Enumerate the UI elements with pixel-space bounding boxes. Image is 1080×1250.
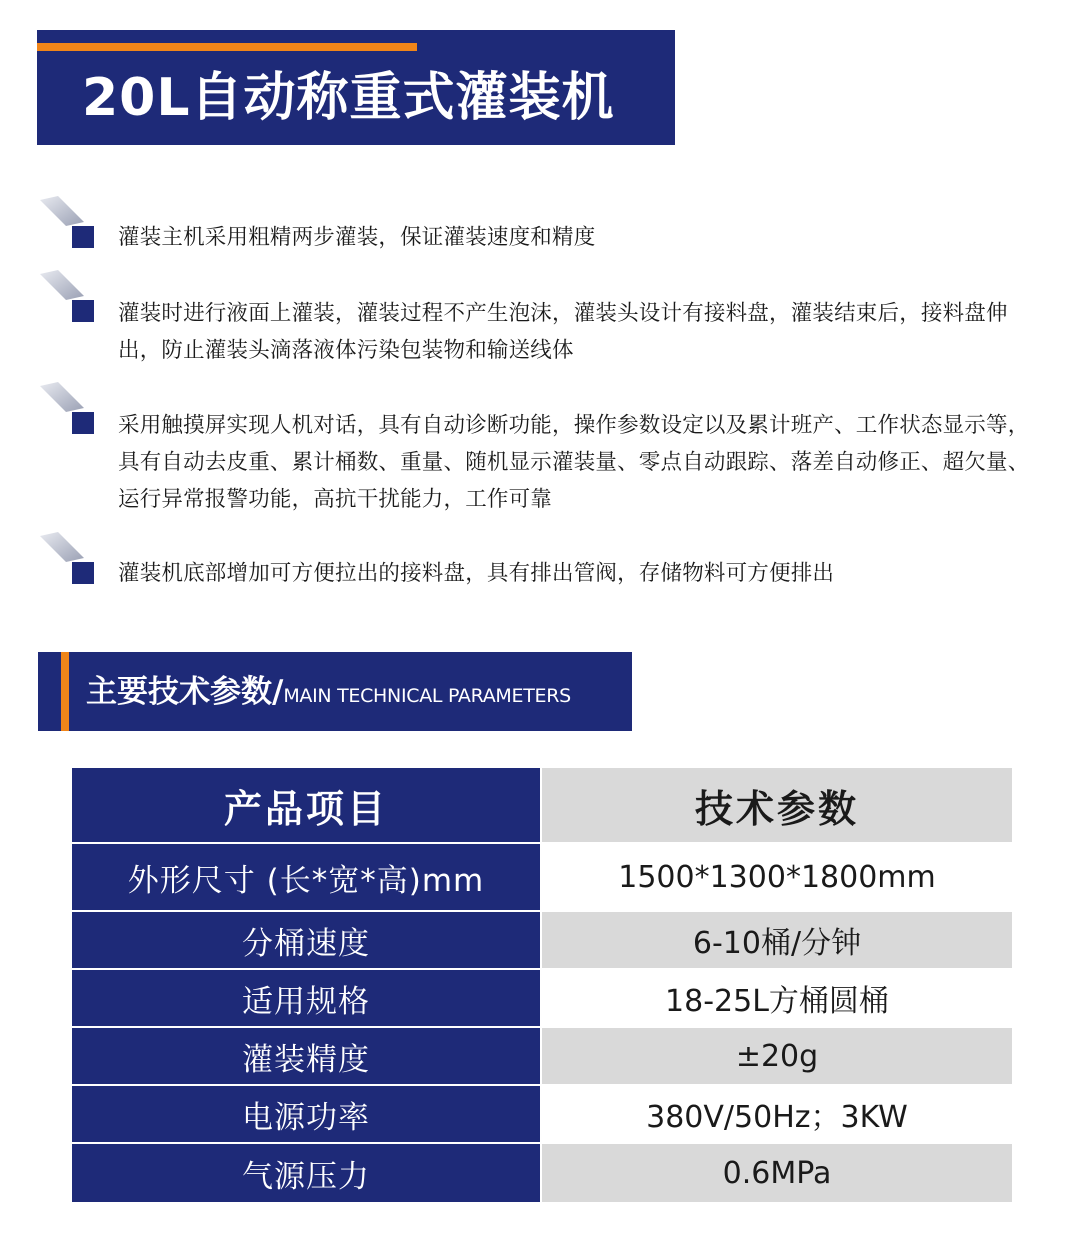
bullet-square-icon bbox=[38, 532, 98, 588]
table-cell-item: 电源功率 bbox=[72, 1086, 540, 1142]
spec-table bbox=[72, 768, 1012, 1202]
feature-text: 灌装机底部增加可方便拉出的接料盘，具有排出管阀，存储物料可方便排出 bbox=[118, 561, 835, 586]
table-row bbox=[72, 1028, 1012, 1084]
table-cell-value: 1500*1300*1800mm bbox=[542, 844, 1012, 910]
table-cell-value: ±20g bbox=[542, 1028, 1012, 1084]
section-title bbox=[86, 672, 571, 717]
bullet-square-icon bbox=[38, 382, 98, 438]
table-cell-item: 适用规格 bbox=[72, 970, 540, 1026]
table-cell-value: 0.6MPa bbox=[542, 1144, 1012, 1202]
section-accent-bar bbox=[61, 652, 69, 731]
section-title-cn: 主要技术参数/ bbox=[86, 674, 284, 710]
table-cell-item: 灌装精度 bbox=[72, 1028, 540, 1084]
title-banner bbox=[37, 30, 675, 145]
table-cell-item: 气源压力 bbox=[72, 1144, 540, 1202]
table-header-row bbox=[72, 768, 1012, 842]
section-title-en: MAIN TECHNICAL PARAMETERS bbox=[283, 685, 571, 707]
table-header-value: 技术参数 bbox=[542, 768, 1012, 842]
table-header-item: 产品项目 bbox=[72, 768, 540, 842]
table-cell-item: 分桶速度 bbox=[72, 912, 540, 968]
title-accent-bar bbox=[37, 43, 417, 51]
table-cell-value: 380V/50Hz；3KW bbox=[542, 1086, 1012, 1142]
bullet-square-icon bbox=[38, 196, 98, 252]
table-row bbox=[72, 970, 1012, 1026]
table-cell-value: 6-10桶/分钟 bbox=[542, 912, 1012, 968]
table-cell-value: 18-25L方桶圆桶 bbox=[542, 970, 1012, 1026]
table-row bbox=[72, 912, 1012, 968]
feature-text: 采用触摸屏实现人机对话，具有自动诊断功能，操作参数设定以及累计班产、工作状态显示等，具有自动去皮重、累计桶数、重量、随机显示灌装量、零点自动跟踪、落差自动修正、超欠量、运行异常报警功能，高抗干扰能力，工作可靠 bbox=[118, 413, 1030, 512]
table-row bbox=[72, 844, 1012, 910]
bullet-square-icon bbox=[38, 270, 98, 326]
table-row bbox=[72, 1086, 1012, 1142]
feature-text: 灌装时进行液面上灌装，灌装过程不产生泡沫，灌装头设计有接料盘，灌装结束后，接料盘伸出，防止灌装头滴落液体污染包装物和输送线体 bbox=[118, 301, 1008, 363]
section-header bbox=[38, 652, 632, 731]
feature-text: 灌装主机采用粗精两步灌装，保证灌装速度和精度 bbox=[118, 225, 596, 250]
page-title: 20L自动称重式灌装机 bbox=[82, 68, 615, 128]
table-row bbox=[72, 1144, 1012, 1202]
table-cell-item: 外形尺寸 (长*宽*高)mm bbox=[72, 844, 540, 910]
